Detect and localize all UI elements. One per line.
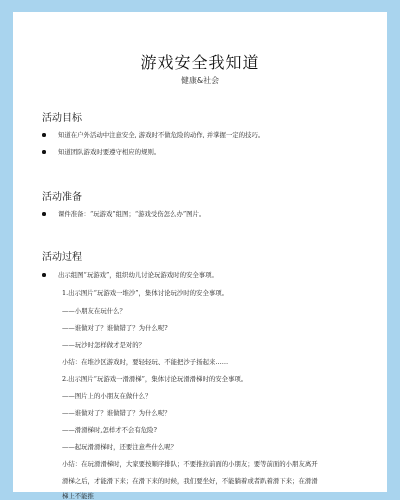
process-line: ——玩沙时怎样做才是对的？ — [62, 341, 146, 349]
document-title: 游戏安全我知道 — [140, 53, 260, 72]
document-page — [13, 12, 387, 500]
prep-item: 课件准备：“玩游戏”组图；“游戏受伤怎么办”图片。 — [58, 210, 206, 218]
process-line: 1.出示图片“玩游戏一堆沙”，集体讨论玩沙时的安全事项。 — [62, 289, 229, 297]
process-line: ——谁做对了？谁做错了？为什么呢？ — [62, 409, 171, 417]
document-subtitle: 健康&社会 — [180, 76, 220, 85]
section-heading-goals: 活动目标 — [42, 113, 82, 124]
goal-item: 知道团队游戏时要遵守相应的规则。 — [58, 148, 161, 156]
bullet-icon — [42, 133, 46, 137]
process-line: 出示组图“玩游戏”，组织幼儿讨论玩游戏时的安全事项。 — [58, 271, 218, 279]
process-line: ——小朋友在玩什么？ — [62, 307, 126, 315]
process-line: 滑梯之后，才能滑下来；在滑下来的时候，我们要坐好，不能躺着或者趴着滑下来；在滑滑 — [62, 477, 318, 485]
process-line: ——起玩滑滑梯时，还要注意些什么呢？ — [62, 443, 178, 451]
process-line: ——谁做对了？谁做错了？为什么呢? — [62, 324, 168, 332]
process-line: ——图片上的小朋友在做什么？ — [62, 392, 152, 400]
process-line: ——滑滑梯时,怎样才不会有危险? — [62, 426, 157, 434]
process-line: 梯上不能推 — [62, 492, 94, 500]
process-line: 小结：在玩滑滑梯时，大家要按顺序排队；不要推拉前面的小朋友；要等前面的小朋友离开 — [62, 460, 318, 468]
process-line: 2.出示图片“玩游戏一滑滑梯”，集体讨论玩滑滑梯时的安全事项。 — [62, 375, 248, 383]
section-heading-process: 活动过程 — [42, 252, 82, 263]
bullet-icon — [42, 273, 46, 277]
goal-item: 知道在户外活动中注意安全, 游戏时不做危险的动作, 并掌握一定的技巧。 — [58, 131, 265, 139]
process-line: 小结：在堆沙区游戏时，要轻轻玩、不能把沙子扬起来…… — [62, 358, 229, 366]
bullet-icon — [42, 212, 46, 216]
section-heading-prep: 活动准备 — [42, 192, 82, 203]
bullet-icon — [42, 150, 46, 154]
